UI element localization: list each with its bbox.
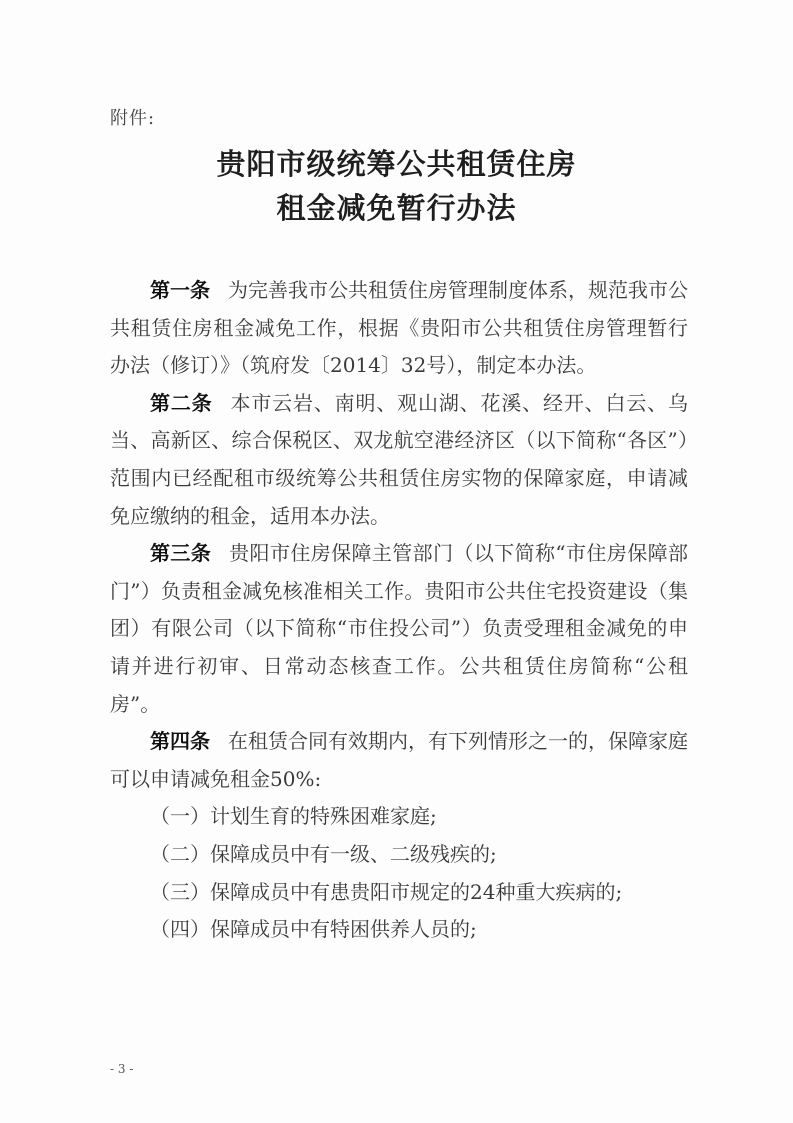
article-heading: 第三条 <box>150 541 212 566</box>
article-text: 为完善我市公共租赁住房管理制度体系，规范我市公共租赁住房租金减免工作，根据《贵阳市公共租赁住房管理暂行办法（修订）》（筑府发〔2014〕32号），制定本办法。 <box>110 278 688 378</box>
document-title-line-2: 租金减免暂行办法 <box>276 191 517 225</box>
list-item: （三）保障成员中有患贵阳市规定的24种重大疾病的; <box>150 879 623 904</box>
article-2 <box>110 385 688 535</box>
article-4 <box>110 723 688 798</box>
document-body <box>110 272 688 949</box>
list-item: （二）保障成员中有一级、二级残疾的; <box>150 841 497 866</box>
page-number: - 3 - <box>110 1062 134 1076</box>
article-heading: 第二条 <box>150 390 213 415</box>
article-heading: 第四条 <box>150 729 210 754</box>
article-3 <box>110 535 688 723</box>
article-text: 在租赁合同有效期内，有下列情形之一的，保障家庭可以申请减免租金50%: <box>110 729 688 791</box>
article-1 <box>110 272 688 385</box>
article-text: 本市云岩、南明、观山湖、花溪、经开、白云、乌当、高新区、综合保税区、双龙航空港经济区（以下简称“各区”）范围内已经配租市级统筹公共租赁住房实物的保障家庭，申请减免应缴纳的租金，适用本办法。 <box>110 390 688 528</box>
article-text: 贵阳市住房保障主管部门（以下简称“市住房保障部门”）负责租金减免核准相关工作。贵阳市公共住宅投资建设（集团）有限公司（以下简称“市住投公司”）负责受理租金减免的申请并进行初审、日常动态核查工作。公共租赁住房简称“公租房”。 <box>110 541 688 716</box>
list-item: （四）保障成员中有特困供养人员的; <box>150 917 477 942</box>
attachment-label: 附件: <box>110 108 156 129</box>
document-title-line-1: 贵阳市级统筹公共租赁住房 <box>216 147 577 181</box>
list-item: （一）计划生育的特殊困难家庭; <box>150 804 437 829</box>
article-heading: 第一条 <box>150 278 210 302</box>
